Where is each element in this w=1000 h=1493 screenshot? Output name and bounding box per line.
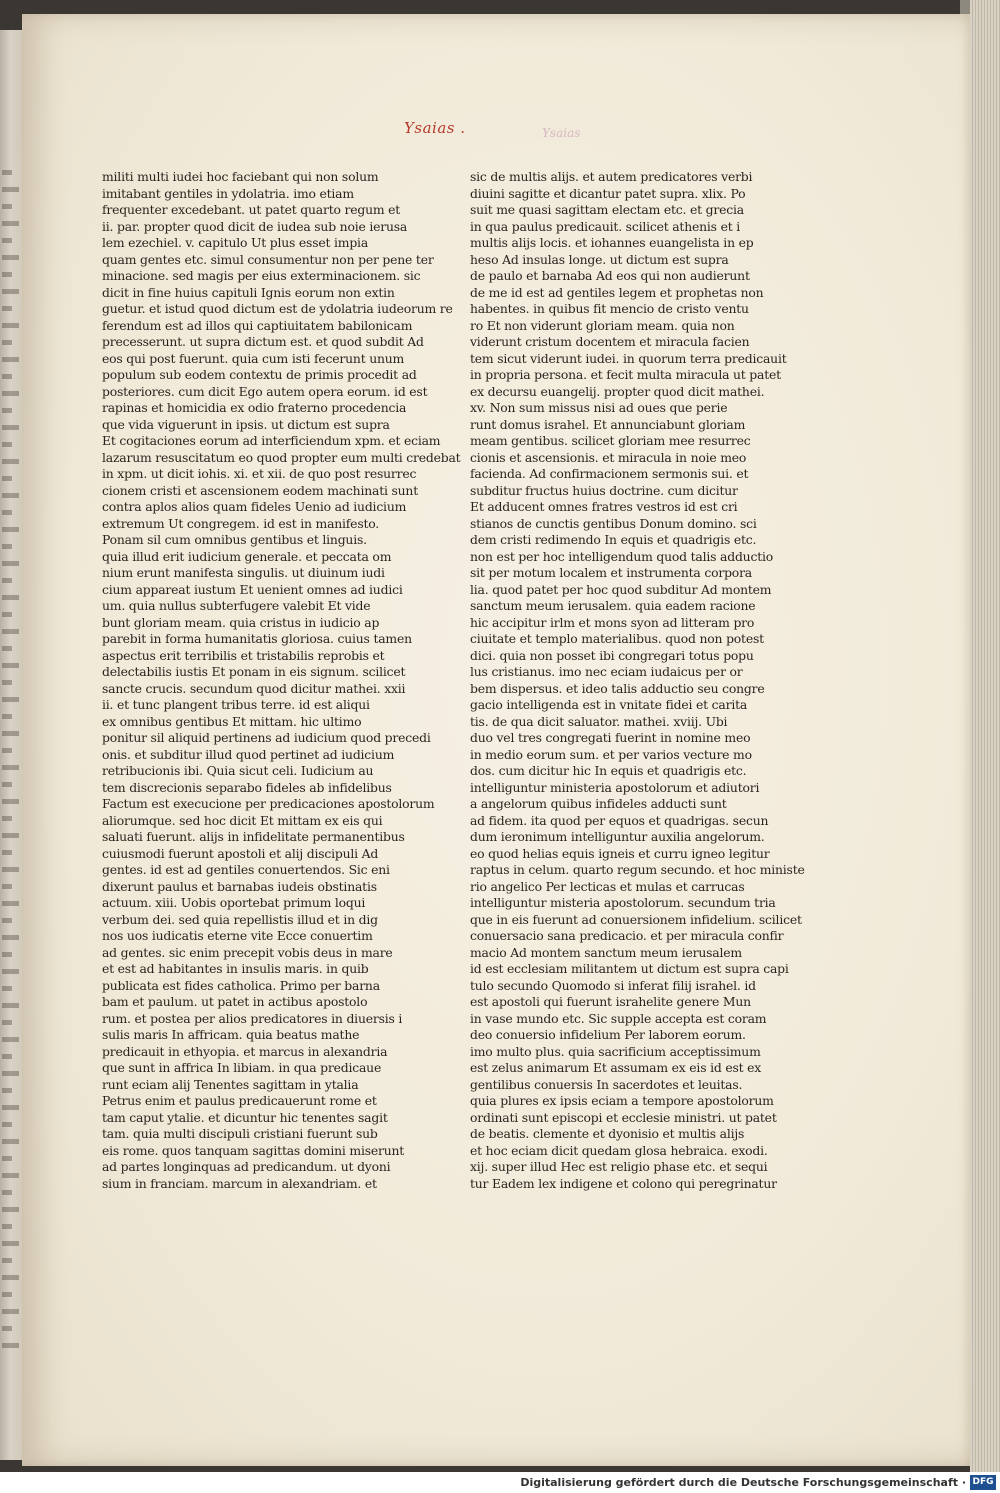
text-line: ferendum est ad illos qui captiuitatem babilonicam [102,317,413,333]
text-line: tem discrecionis separabo fideles ab infidelibus [102,779,392,795]
text-line: eis rome. quos tanquam sagittas domini miserunt [102,1142,405,1158]
facing-page-text-trace [2,272,12,277]
text-line: ponitur sil aliquid pertinens ad iudicium quod precedi [102,730,431,745]
facing-page-text-trace [2,476,12,481]
facing-page-text-trace [2,425,19,430]
text-line: sium in franciam. marcum in alexandriam. et [102,1175,377,1191]
text-line: que in eis fuerunt ad conuersionem infidelium. scilicet [470,911,802,927]
facing-page-text-trace [2,255,19,260]
facing-page-text-trace [2,816,12,821]
facing-page-text-trace [2,1173,19,1178]
text-line: est apostoli qui fuerunt israhelite genere Mun [470,994,751,1009]
facing-page-text-trace [2,459,19,464]
facing-page-text-trace [2,527,19,532]
text-line: in propria persona. et fecit multa miracula ut patet [470,367,781,382]
text-line: diuini sagitte et dicantur patet supra. xlix. Po [470,185,746,201]
facing-page-text-trace [2,391,19,396]
text-line: intelliguntur ministeria apostolorum et adiutori [470,779,760,795]
text-line: ex omnibus gentibus Et mittam. hic ultimo [102,713,362,729]
text-line: verbum dei. sed quia repellistis illud et in dig [102,911,378,927]
text-line: et hoc eciam dicit quedam glosa hebraica. exodi. [470,1142,768,1158]
page-stack-edge [970,0,1000,1472]
text-line: cuiusmodi fuerunt apostoli et alij discipuli Ad [102,845,379,861]
text-line: parebit in forma humanitatis gloriosa. cuius tamen [102,631,412,646]
facing-page-text-trace [2,833,19,838]
text-line: aliorumque. sed hoc dicit Et mittam ex eis qui [102,812,383,828]
text-line: de me id est ad gentiles legem et prophetas non [470,284,764,300]
facing-page-text-trace [2,663,19,668]
text-line: predicauit in ethyopia. et marcus in alexandria [102,1043,388,1059]
text-line: bunt gloriam meam. quia cristus in iudicio ap [102,614,380,630]
text-line: gentes. id est ad gentiles conuertendos. Sic eni [102,862,390,877]
facing-page-text-trace [2,1020,12,1025]
text-line: multis alijs locis. et iohannes euangelista in ep [470,235,754,250]
facing-page-text-trace [2,1224,12,1229]
text-line: duo vel tres congregati fuerint in nomine meo [470,730,751,745]
text-line: Et cogitaciones eorum ad interficiendum xpm. et eciam [102,433,441,448]
facing-page-text-trace [2,595,19,600]
text-line: rapinas et homicidia ex odio fraterno procedencia [102,400,407,415]
facing-page-text-trace [2,408,12,413]
text-line: et est ad habitantes in insulis maris. in quib [102,961,369,976]
text-line: non est per hoc intelligendum quod talis adductio [470,548,774,564]
facing-page-text-trace [2,561,19,566]
text-line: tem sicut viderunt iudei. in quorum terra predicauit [470,350,787,366]
facing-page-text-trace [2,578,12,583]
text-line: ciuitate et templo materialibus. quod non potest [470,631,764,646]
text-line: retribucionis ibi. Quia sicut celi. Iudicium au [102,763,374,778]
text-line: cionis et ascensionis. et miracula in noie meo [470,449,747,465]
text-line: extremum Ut congregem. id est in manifesto. [102,515,380,531]
facing-page-text-trace [2,1326,12,1331]
text-line: in vase mundo etc. Sic supple accepta est coram [470,1010,767,1026]
text-line: heso Ad insulas longe. ut dictum est supra [470,251,729,267]
text-line: Petrus enim et paulus predicauerunt rome et [102,1093,377,1108]
facing-page-text-trace [2,187,19,192]
facing-page-text-trace [2,850,12,855]
facing-page-text-trace [2,1275,19,1280]
text-line: meam gentibus. scilicet gloriam mee resurrec [470,433,751,448]
text-line: de beatis. clemente et dyonisio et multis alijs [470,1126,745,1141]
text-line: dixerunt paulus et barnabas iudeis obstinatis [102,878,377,894]
facing-page-text-trace [2,1054,12,1059]
text-line: stianos de cunctis gentibus Donum domino. sci [470,515,757,531]
facing-page-text-trace [2,697,19,702]
text-line: ad partes longinquas ad predicandum. ut dyoni [102,1159,391,1174]
facing-page-text-trace [2,1241,19,1246]
text-line: ad fidem. ita quod per equos et quadrigas. secun [470,812,769,828]
dfg-logo: DFG [970,1475,996,1490]
text-line: quam gentes etc. simul consumentur non per pene ter [102,251,434,267]
text-line: runt domus israhel. Et annunciabunt gloriam [470,416,746,432]
text-line: saluati fuerunt. alijs in infidelitate permanentibus [102,829,405,844]
text-line: gacio intelligenda est in vnitate fidei et carita [470,697,748,712]
facing-page-text-trace [2,1309,19,1314]
text-line: facienda. Ad confirmacionem sermonis sui. et [470,466,749,481]
text-line: ex decursu euangelij. propter quod dicit mathei. [470,383,765,399]
text-line: dos. cum dicitur hic In equis et quadrigis etc. [470,763,747,778]
text-line: macio Ad montem sanctum meum ierusalem [470,944,742,960]
facing-page-text-trace [2,765,19,770]
text-line: lia. quod patet per hoc quod subditur Ad montem [470,581,772,597]
facing-page-text-trace [2,918,12,923]
text-line: frequenter excedebant. ut patet quarto regum et [102,202,401,217]
text-line: bem dispersus. et ideo talis adductio seu congre [470,680,765,696]
text-line: ii. et tunc plangent tribus terre. id est aliqui [102,697,370,712]
facing-page-text-trace [2,1139,19,1144]
text-line: habentes. in quibus fit mencio de cristo ventu [470,301,749,316]
facing-page-text-trace [2,493,19,498]
text-line: cium appareat iustum Et uenient omnes ad iudici [102,581,403,597]
text-line: sit per motum localem et instrumenta corpora [470,565,752,580]
text-line: dum ieronimum intelliguntur auxilia angelorum. [470,829,765,844]
text-line: lem ezechiel. v. capitulo Ut plus esset impia [102,235,369,250]
digitization-footer [0,1472,1000,1493]
facing-page-text-trace [2,1343,19,1348]
facing-page-text-trace [2,969,19,974]
text-line: precesserunt. ut supra dictum est. et quod subdit Ad [102,334,424,349]
facing-page-text-trace [2,731,19,736]
text-line: Et adducent omnes fratres vestros id est cri [470,499,738,514]
text-line: tur Eadem lex indigene et colono qui peregrinatur [470,1175,777,1191]
text-line: de paulo et barnaba Ad eos qui non audierunt [470,268,750,283]
text-line: onis. et subditur illud quod pertinet ad iudicium [102,746,395,762]
manuscript-page [22,14,970,1466]
text-line: Ponam sil cum omnibus gentibus et linguis. [102,532,367,547]
text-line: gentilibus conuersis In sacerdotes et leuitas. [470,1076,743,1092]
text-line: deo conuersio infidelium Per laborem eorum. [470,1027,746,1042]
facing-page-text-trace [2,323,19,328]
facing-page-text-trace [2,510,12,515]
facing-page-text-trace [2,204,12,209]
text-line: posteriores. cum dicit Ego autem opera eorum. id est [102,383,428,399]
text-line: in medio eorum sum. et per varios vecture mo [470,746,752,762]
facing-page-text-trace [2,629,19,634]
facing-page-text-trace [2,1003,19,1008]
text-line: tam. quia multi discipuli cristiani fuerunt sub [102,1126,378,1141]
text-line: contra aplos alios quam fideles Uenio ad iudicium [102,499,407,514]
text-line: suit me quasi sagittam electam etc. et grecia [470,202,744,217]
facing-page-text-trace [2,782,12,787]
text-line: raptus in celum. quarto regum secundo. et hoc ministe [470,862,805,877]
running-head-bleedthrough: Ysaias [542,126,581,140]
text-line: viderunt cristum docentem et miracula facien [470,334,750,349]
text-line: xij. super illud Hec est religio phase etc. et sequi [470,1159,768,1174]
facing-page-text-trace [2,544,12,549]
text-line: hic accipitur irlm et mons syon ad litteram pro [470,614,755,630]
text-line: militi multi iudei hoc faciebant qui non solum [102,169,379,184]
text-line: a angelorum quibus infideles adducti sunt [470,796,727,811]
text-line: lus cristianus. imo nec eciam iudaicus per or [470,664,743,679]
facing-page-text-trace [2,952,12,957]
facing-page-text-trace [2,1190,12,1195]
text-line: in xpm. ut dicit iohis. xi. et xii. de quo post resurrec [102,466,417,481]
facing-page-text-trace [2,867,19,872]
facing-page-text-trace [2,306,12,311]
text-line: sancte crucis. secundum quod dicitur mathei. xxii [102,680,406,696]
facing-page-text-trace [2,884,12,889]
facing-page-text-trace [2,357,19,362]
facing-page-text-trace [2,646,12,651]
text-line: eo quod helias equis igneis et curru igneo legitur [470,845,770,861]
text-line: nium erunt manifesta singulis. ut diuinum iudi [102,565,385,580]
text-line: eos qui post fuerunt. quia cum isti fecerunt unum [102,350,405,366]
text-line: ad gentes. sic enim precepit vobis deus in mare [102,944,393,960]
facing-page-text-trace [2,1156,12,1161]
facing-page-text-trace [2,1258,12,1263]
text-column-right [470,169,805,1192]
text-line: populum sub eodem contextu de primis procedit ad [102,367,417,382]
funding-credit: Digitalisierung gefördert durch die Deutsche Forschungsgemeinschaft · [520,1476,966,1489]
facing-page-text-trace [2,799,19,804]
text-line: cionem cristi et ascensionem eodem machinati sunt [102,482,418,498]
text-line: intelliguntur misteria apostolorum. secundum tria [470,895,776,910]
text-line: que vida viguerunt in ipsis. ut dictum est supra [102,416,390,432]
facing-page-text-trace [2,238,12,243]
facing-page-text-trace [2,340,12,345]
text-line: sic de multis alijs. et autem predicatores verbi [470,169,753,184]
text-line: que sunt in affrica In libiam. in qua predicaue [102,1060,382,1075]
facing-page-text-trace [2,1207,19,1212]
text-line: rio angelico Per lecticas et mulas et carrucas [470,878,745,894]
text-line: aspectus erit terribilis et tristabilis reprobis et [102,647,385,663]
text-line: tis. de qua dicit saluator. mathei. xviij. Ubi [470,713,728,729]
text-line: in qua paulus predicauit. scilicet athenis et i [470,218,740,234]
facing-page-text-trace [2,1292,12,1297]
text-line: ordinati sunt episcopi et ecclesie ministri. ut patet [470,1109,777,1125]
text-line: dem cristi redimendo In equis et quadrigis etc. [470,532,757,547]
facing-page-text-trace [2,1088,12,1093]
facing-page-text-trace [2,612,12,617]
text-line: conuersacio sana predicacio. et per miracula confir [470,928,784,943]
text-line: imitabant gentiles in ydolatria. imo etiam [102,185,354,201]
text-line: um. quia nullus subterfugere valebit Et vide [102,598,371,613]
text-line: publicata est fides catholica. Primo per barna [102,977,380,993]
facing-page-text-trace [2,748,12,753]
text-line: actuum. xiii. Uobis oportebat primum loqui [102,895,366,910]
text-line: id est ecclesiam militantem ut dictum est supra capi [470,961,789,976]
text-column-left [102,169,461,1192]
text-line: quia illud erit iudicium generale. et peccata om [102,548,392,564]
text-line: sanctum meum ierusalem. quia eadem racione [470,598,756,613]
facing-page-text-trace [2,680,12,685]
text-line: ii. par. propter quod dicit de iudea sub noie ierusa [102,218,408,234]
text-line: xv. Non sum missus nisi ad oues que perie [470,400,728,415]
running-head: Ysaias . [404,119,466,137]
facing-page-text-trace [2,1122,12,1127]
facing-page-text-trace [2,986,12,991]
text-line: lazarum resuscitatum eo quod propter eum multi credebat [102,449,461,465]
facing-page-text-trace [2,1105,19,1110]
text-line: minacione. sed magis per eius exterminacionem. sic [102,268,421,283]
text-line: sulis maris In affricam. quia beatus mathe [102,1027,360,1042]
text-line: runt eciam alij Tenentes sagittam in ytalia [102,1076,359,1092]
text-line: est zelus animarum Et assumam ex eis id est ex [470,1060,762,1075]
text-line: guetur. et istud quod dictum est de ydolatria iudeorum re [102,301,453,316]
text-line: delectabilis iustis Et ponam in eis signum. scilicet [102,664,406,679]
text-line: subditur fructus huius doctrine. cum dicitur [470,482,738,498]
text-line: dici. quia non posset ibi congregari totus popu [470,647,754,663]
facing-page-text-trace [2,935,19,940]
facing-page-text-trace [2,1037,19,1042]
facing-page-text-trace [2,221,19,226]
text-line: quia plures ex ipsis eciam a tempore apostolorum [470,1093,774,1108]
text-line: Factum est execucione per predicaciones apostolorum [102,796,435,811]
facing-page-text-trace [2,289,19,294]
text-line: nos uos iudicatis eterne vite Ecce conuertim [102,928,373,943]
facing-page-text-trace [2,170,12,175]
text-line: bam et paulum. ut patet in actibus apostolo [102,994,368,1009]
text-line: dicit in fine huius capituli Ignis eorum non extin [102,284,395,300]
facing-page-text-trace [2,442,12,447]
facing-page-text-trace [2,374,12,379]
facing-page-text-trace [2,1071,19,1076]
facing-page-text-trace [2,901,19,906]
text-line: imo multo plus. quia sacrificium acceptissimum [470,1043,761,1059]
text-line: ro Et non viderunt gloriam meam. quia non [470,317,735,333]
text-line: rum. et postea per alios predicatores in diuersis i [102,1010,403,1026]
text-line: tam caput ytalie. et dicuntur hic tenentes sagit [102,1109,388,1125]
text-line: tulo secundo Quomodo si inferat filij israhel. id [470,977,756,993]
facing-page-text-trace [2,714,12,719]
